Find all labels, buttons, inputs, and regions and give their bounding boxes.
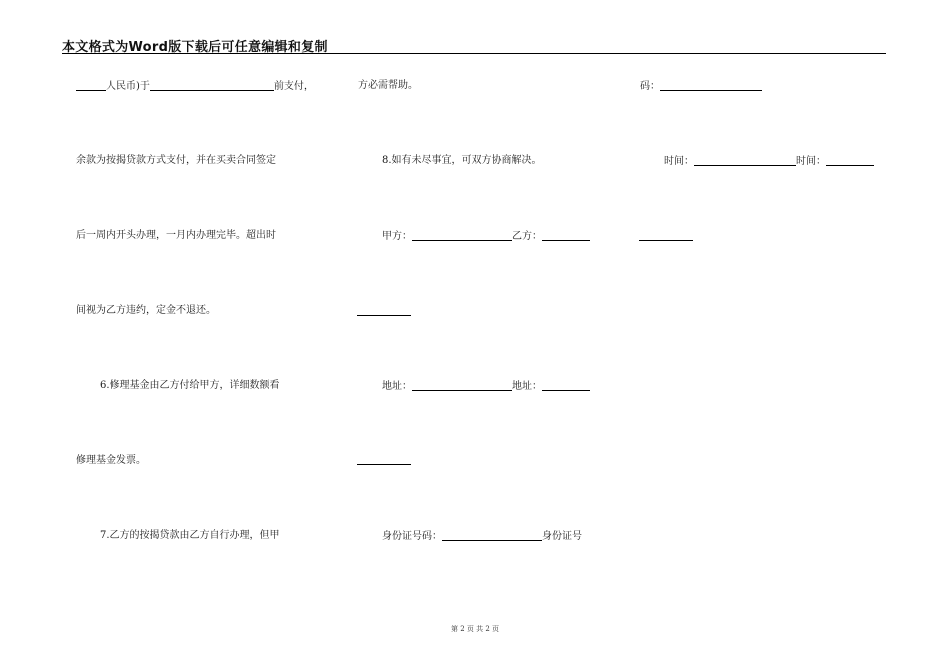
col3-code-line [640,80,762,93]
header-divider [62,53,886,54]
page-header-title: 本文格式为Word版下载后可任意编辑和复制 [62,40,328,55]
id-b-label: 身份证号 [542,531,582,542]
col1-line-1-text: 人民币)于 [106,81,150,92]
blank-field [542,230,590,241]
col2-line-2: 8.如有未尽事宜，可双方协商解决。 [382,155,542,166]
blank-field [412,230,512,241]
party-b-label: 乙方： [512,231,542,242]
party-a-label: 甲方： [382,231,412,242]
blank-field [412,380,512,391]
col2-line-1: 方必需帮助。 [358,80,418,91]
party-signature-line [382,230,590,243]
col1-line-7: 7.乙方的按揭贷款由乙方自行办理，但甲 [100,530,280,541]
col1-line-1 [76,80,314,93]
blank-rule [357,464,411,465]
blank-rule [639,240,693,241]
blank-field [694,155,796,166]
col1-line-1-tail: 前支付， [273,81,314,92]
col1-line-4: 间视为乙方违约，定金不退还。 [76,305,216,316]
blank-field [660,80,762,91]
address-a-label: 地址： [382,381,412,392]
blank-field [826,155,874,166]
col1-line-6: 修理基金发票。 [76,455,146,466]
address-line [382,380,590,393]
page-number-footer: 第 2 页 共 2 页 [450,625,500,633]
id-number-line [382,530,582,543]
col1-line-2: 余款为按揭贷款方式支付，并在买卖合同签定 [76,155,276,166]
time-a-label: 时间： [664,156,694,167]
time-b-label: 时间： [796,156,826,167]
blank-field [442,530,542,541]
blank-rule [357,315,411,316]
col1-line-5: 6.修理基金由乙方付给甲方，详细数额看 [100,380,280,391]
blank-field [76,80,106,91]
blank-field [150,80,274,91]
col1-line-3: 后一周内开头办理，一月内办理完毕。超出时 [76,230,276,241]
blank-field [542,380,590,391]
id-a-label: 身份证号码： [382,531,442,542]
address-b-label: 地址： [512,381,542,392]
code-label: 码： [640,81,660,92]
col3-time-line [664,155,874,168]
